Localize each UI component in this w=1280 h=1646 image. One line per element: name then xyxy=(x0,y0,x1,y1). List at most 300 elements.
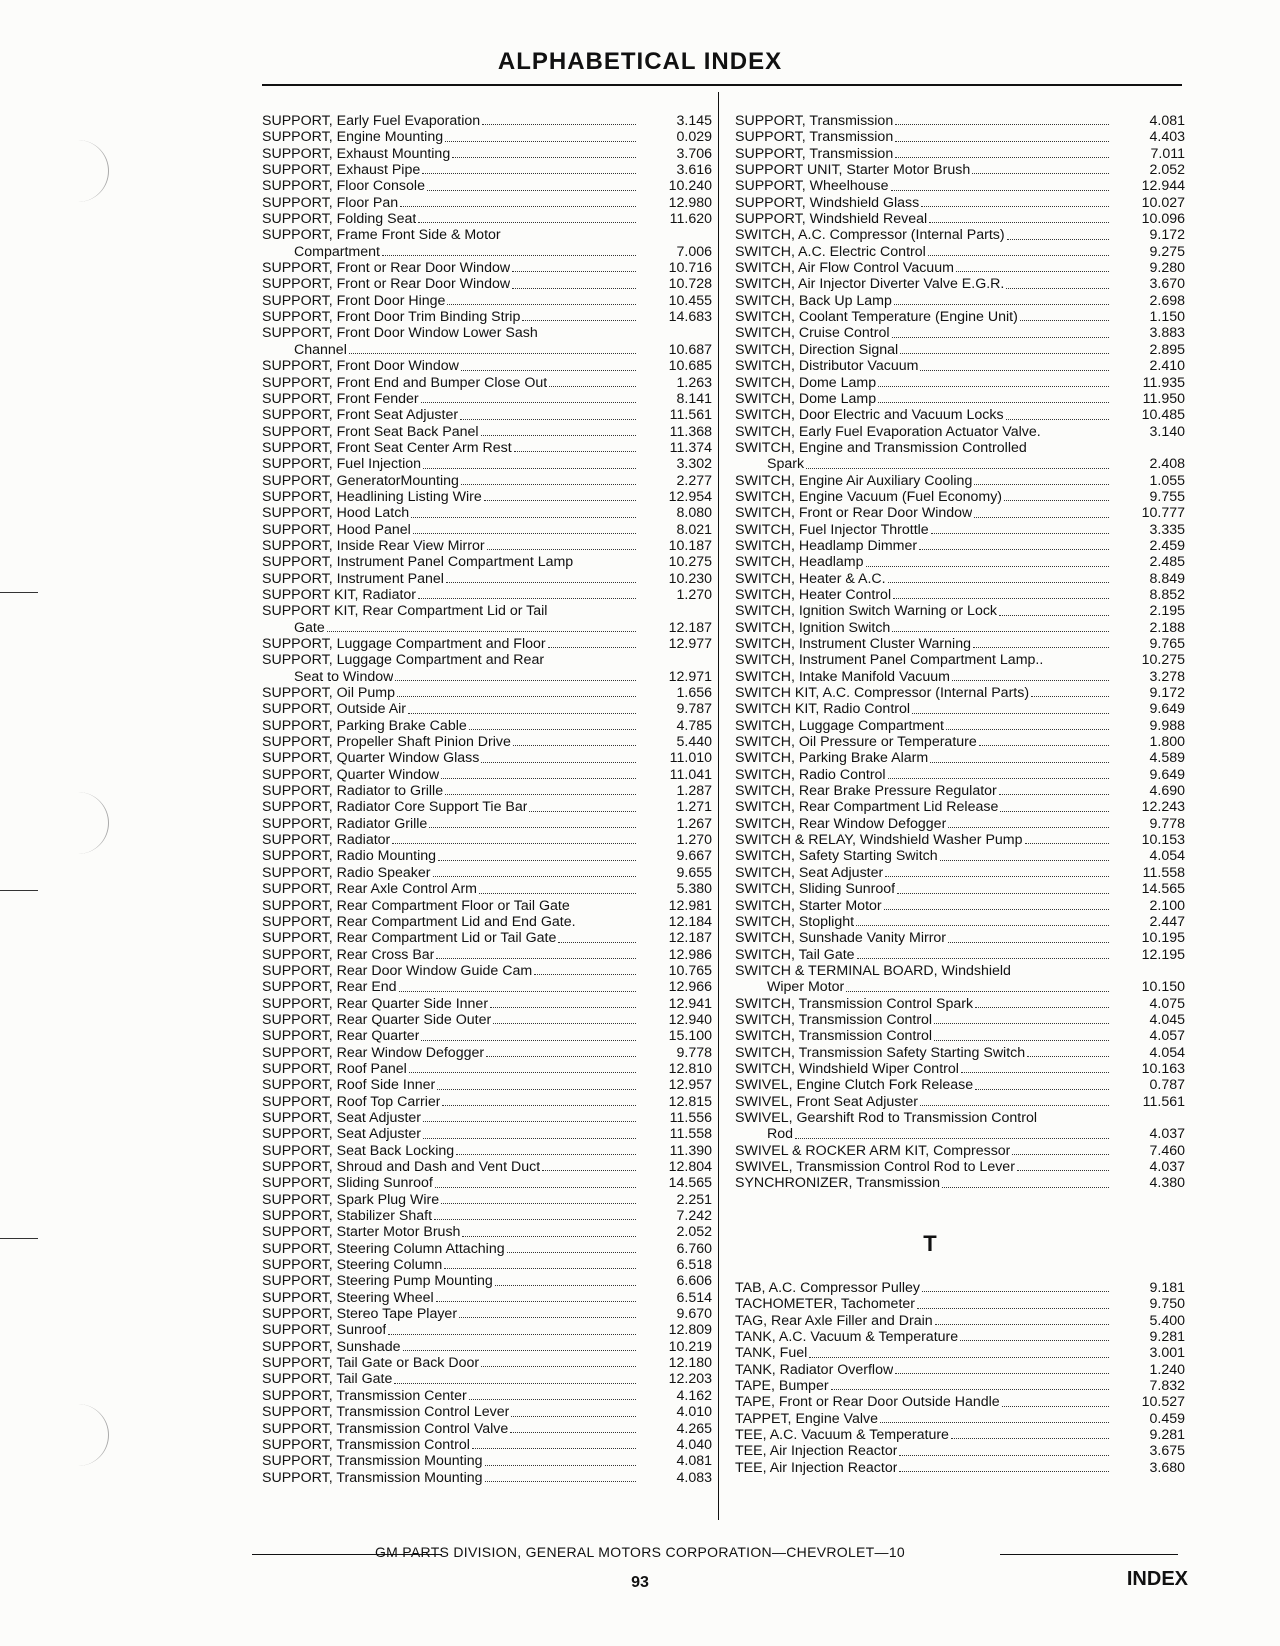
dot-leader xyxy=(948,827,1109,828)
dot-leader xyxy=(444,1268,636,1269)
index-entry xyxy=(735,211,1185,227)
dot-leader xyxy=(514,451,636,452)
index-entry xyxy=(262,1388,712,1404)
dot-leader xyxy=(1002,1406,1109,1407)
entry-code: 9.667 xyxy=(676,848,712,865)
entry-code: 2.485 xyxy=(1149,554,1185,571)
dot-leader xyxy=(434,1219,636,1220)
index-entry xyxy=(262,816,712,832)
dot-leader xyxy=(866,566,1109,567)
entry-name: SUPPORT, Stabilizer Shaft xyxy=(262,1208,433,1225)
dot-leader xyxy=(485,1481,636,1482)
index-entry xyxy=(262,1306,712,1322)
entry-name: SWITCH, Air Flow Control Vacuum xyxy=(735,260,954,277)
entry-name: SWIVEL, Transmission Control Rod to Lever xyxy=(735,1159,1015,1175)
entry-name: SUPPORT, Floor Pan xyxy=(262,194,399,211)
entry-code: 2.447 xyxy=(1149,913,1185,930)
dot-leader xyxy=(399,991,636,992)
index-entry xyxy=(262,881,712,897)
dot-leader xyxy=(960,1340,1109,1341)
index-entry xyxy=(735,489,1185,505)
entry-code: 10.485 xyxy=(1141,407,1185,424)
entry-name: SWITCH, Fuel Injector Throttle xyxy=(735,521,929,538)
index-entry xyxy=(262,260,712,276)
entry-code: 10.230 xyxy=(668,570,712,587)
dot-leader xyxy=(979,745,1109,746)
entry-code: 4.054 xyxy=(1149,1044,1185,1061)
dot-leader xyxy=(461,484,636,485)
index-entry xyxy=(262,1094,712,1110)
entry-name: SUPPORT, Quarter Window Glass xyxy=(262,750,480,767)
dot-leader xyxy=(485,1465,636,1466)
entry-name: SWITCH, Luggage Compartment xyxy=(735,717,944,734)
entry-code: 11.620 xyxy=(669,211,712,228)
dot-leader xyxy=(522,320,636,321)
entry-name: SUPPORT, Spark Plug Wire xyxy=(262,1191,440,1208)
entry-name: SUPPORT, Outside Air xyxy=(262,701,407,718)
dot-leader xyxy=(512,288,636,289)
index-entry xyxy=(262,1273,712,1289)
dot-leader xyxy=(423,1138,636,1139)
entry-name: SUPPORT UNIT, Starter Motor Brush xyxy=(735,162,971,179)
entry-name: TAG, Rear Axle Filler and Drain xyxy=(735,1312,933,1329)
entry-name: SUPPORT, Engine Mounting xyxy=(262,129,444,146)
index-entry xyxy=(735,178,1185,194)
entry-code: 5.380 xyxy=(676,881,712,898)
index-entry xyxy=(262,489,712,505)
entry-name: Gate xyxy=(294,619,325,636)
index-entry xyxy=(262,162,712,178)
index-entry xyxy=(735,1110,1185,1126)
entry-code: 3.302 xyxy=(676,456,712,473)
entry-code: 10.275 xyxy=(1141,652,1185,669)
entry-code: 11.368 xyxy=(669,423,712,440)
entry-name: Channel xyxy=(294,341,347,358)
entry-name: SWITCH, Front or Rear Door Window xyxy=(735,505,973,522)
dot-leader xyxy=(484,500,636,501)
entry-code: 10.027 xyxy=(1141,194,1185,211)
entry-name: SWITCH, Heater Control xyxy=(735,586,892,603)
entry-name: SUPPORT, Starter Motor Brush xyxy=(262,1224,461,1241)
entry-name: SUPPORT, Seat Adjuster xyxy=(262,1126,422,1143)
entry-code: 4.081 xyxy=(1149,113,1185,129)
entry-name: SUPPORT KIT, Rear Compartment Lid or Tail xyxy=(262,603,548,620)
entry-code: 2.410 xyxy=(1149,358,1185,375)
entry-code: 0.787 xyxy=(1149,1077,1185,1094)
dot-leader xyxy=(795,1138,1109,1139)
dot-leader xyxy=(403,1350,636,1351)
entry-name: TANK, A.C. Vacuum & Temperature xyxy=(735,1329,959,1346)
entry-code: 7.242 xyxy=(676,1208,712,1225)
entry-name: SUPPORT, Front Seat Center Arm Rest xyxy=(262,439,512,456)
entry-code: 4.083 xyxy=(676,1469,712,1486)
entry-code: 12.941 xyxy=(668,995,712,1012)
entry-code: 0.459 xyxy=(1149,1410,1185,1427)
dot-leader xyxy=(549,386,636,387)
index-entry xyxy=(735,1094,1185,1110)
dot-leader xyxy=(806,468,1109,469)
dot-leader xyxy=(846,991,1109,992)
entry-code: 4.403 xyxy=(1149,129,1185,146)
entry-name: SWITCH, Windshield Wiper Control xyxy=(735,1060,959,1077)
index-entry xyxy=(735,129,1185,145)
dot-leader xyxy=(878,386,1109,387)
index-entry xyxy=(735,1126,1185,1142)
index-entry xyxy=(262,440,712,456)
dot-leader xyxy=(487,549,636,550)
entry-code: 3.670 xyxy=(1149,276,1185,293)
dot-leader xyxy=(481,1366,636,1367)
entry-name: SWITCH, Stoplight xyxy=(735,913,855,930)
entry-code: 3.680 xyxy=(1149,1459,1185,1476)
entry-code: 10.195 xyxy=(1141,930,1185,947)
dot-leader xyxy=(973,647,1109,648)
dot-leader xyxy=(452,157,636,158)
entry-name: SWITCH, Coolant Temperature (Engine Unit) xyxy=(735,309,1018,326)
dot-leader xyxy=(436,958,636,959)
entry-name: Seat to Window xyxy=(294,668,394,685)
dot-leader xyxy=(511,1416,636,1417)
entry-code: 12.966 xyxy=(668,979,712,996)
entry-name: SUPPORT, GeneratorMounting xyxy=(262,472,459,489)
dot-leader xyxy=(878,402,1109,403)
entry-code: 9.181 xyxy=(1149,1280,1185,1297)
entry-name: SWITCH, A.C. Compressor (Internal Parts) xyxy=(735,227,1005,244)
entry-name: SUPPORT, Steering Column xyxy=(262,1257,443,1274)
entry-code: 10.527 xyxy=(1141,1394,1185,1411)
dot-leader xyxy=(486,1056,636,1057)
dot-leader xyxy=(952,680,1109,681)
index-entry xyxy=(735,260,1185,276)
index-entry xyxy=(262,1012,712,1028)
entry-name: SWITCH, Engine Vacuum (Fuel Economy) xyxy=(735,488,1003,505)
entry-code: 3.883 xyxy=(1149,325,1185,342)
index-entry xyxy=(262,342,712,358)
entry-name: SUPPORT, Front Seat Back Panel xyxy=(262,423,479,440)
entry-code: 2.251 xyxy=(676,1191,712,1208)
entry-code: 14.565 xyxy=(668,1175,712,1192)
entry-name: SWITCH, Rear Compartment Lid Release xyxy=(735,799,999,816)
index-entry xyxy=(735,1296,1185,1312)
index-entry xyxy=(735,440,1185,456)
index-entry xyxy=(735,391,1185,407)
entry-code: 9.280 xyxy=(1149,260,1185,277)
entry-code: 4.045 xyxy=(1149,1011,1185,1028)
entry-name: TEE, Air Injection Reactor xyxy=(735,1443,898,1460)
entry-code: 6.760 xyxy=(676,1240,712,1257)
index-entry xyxy=(262,848,712,864)
dot-leader xyxy=(1031,696,1109,697)
index-entry xyxy=(262,554,712,570)
entry-name: TAPE, Front or Rear Door Outside Handle xyxy=(735,1394,1000,1411)
dot-leader xyxy=(456,1154,636,1155)
dot-leader xyxy=(895,1373,1109,1374)
entry-code: 1.271 xyxy=(676,799,712,816)
entry-code: 2.195 xyxy=(1149,603,1185,620)
entry-code: 12.195 xyxy=(1141,946,1185,963)
entry-name: SUPPORT, Oil Pump xyxy=(262,685,395,702)
entry-code: 11.374 xyxy=(669,439,712,456)
dot-leader xyxy=(934,1040,1109,1041)
dot-leader xyxy=(394,1383,636,1384)
index-entry xyxy=(262,1175,712,1191)
entry-code: 11.041 xyxy=(669,766,712,783)
dot-leader xyxy=(395,680,636,681)
dot-leader xyxy=(1006,288,1109,289)
entry-code: 4.690 xyxy=(1149,783,1185,800)
entry-code: 4.037 xyxy=(1149,1159,1185,1175)
entry-code: 3.335 xyxy=(1149,521,1185,538)
dot-leader xyxy=(400,206,636,207)
index-entry xyxy=(262,1322,712,1338)
index-entry xyxy=(735,734,1185,750)
page-title: ALPHABETICAL INDEX xyxy=(497,48,783,75)
entry-name: SWIVEL & ROCKER ARM KIT, Compressor xyxy=(735,1142,1011,1159)
index-entry xyxy=(262,1208,712,1224)
entry-name: SUPPORT, Steering Pump Mounting xyxy=(262,1273,493,1290)
entry-name: SUPPORT, Luggage Compartment and Floor xyxy=(262,636,546,652)
index-entry xyxy=(262,391,712,407)
entry-name: SUPPORT, Seat Adjuster xyxy=(262,1109,422,1126)
entry-name: SUPPORT, Windshield Reveal xyxy=(735,211,928,228)
entry-name: SUPPORT, Transmission Center xyxy=(262,1387,467,1404)
entry-name: SUPPORT, Hood Panel xyxy=(262,521,411,538)
entry-name: SWIVEL, Gearshift Rod to Transmission Control xyxy=(735,1109,1037,1126)
dot-leader xyxy=(472,1448,636,1449)
entry-name: SWITCH, Transmission Safety Starting Switch xyxy=(735,1044,1026,1061)
entry-name: SUPPORT, Inside Rear View Mirror xyxy=(262,537,485,554)
index-entry xyxy=(735,865,1185,881)
entry-code: 9.275 xyxy=(1149,243,1185,260)
dot-leader xyxy=(891,190,1109,191)
index-entry xyxy=(735,701,1185,717)
entry-name: SUPPORT, Transmission xyxy=(735,129,894,146)
entry-code: 12.809 xyxy=(668,1322,712,1339)
dot-leader xyxy=(418,598,636,599)
entry-name: SWITCH, Dome Lamp xyxy=(735,390,877,407)
dot-leader xyxy=(831,1389,1109,1390)
dot-leader xyxy=(433,876,637,877)
index-entry xyxy=(735,914,1185,930)
entry-name: SUPPORT, Front Door Window xyxy=(262,358,459,375)
entry-code: 3.001 xyxy=(1149,1345,1185,1362)
entry-code: 12.804 xyxy=(668,1159,712,1175)
dot-leader xyxy=(999,794,1109,795)
entry-code: 4.265 xyxy=(676,1420,712,1437)
index-entry xyxy=(262,1421,712,1437)
entry-code: 10.187 xyxy=(668,537,712,554)
entry-name: SWITCH, Parking Brake Alarm xyxy=(735,750,929,767)
entry-name: SUPPORT KIT, Radiator xyxy=(262,586,417,603)
dot-leader xyxy=(921,206,1109,207)
entry-name: SUPPORT, Radio Mounting xyxy=(262,848,437,865)
entry-name: SWITCH, Tail Gate xyxy=(735,946,855,963)
binder-hole xyxy=(62,1404,109,1466)
entry-code: 10.275 xyxy=(668,554,712,571)
entry-code: 3.706 xyxy=(676,145,712,162)
entry-name: SUPPORT, Rear Quarter Side Outer xyxy=(262,1011,492,1028)
entry-name: TEE, A.C. Vacuum & Temperature xyxy=(735,1427,949,1444)
entry-code: 1.270 xyxy=(676,586,712,603)
entry-name: SWITCH, Instrument Cluster Warning xyxy=(735,636,971,652)
dot-leader xyxy=(548,647,636,648)
dot-leader xyxy=(951,1438,1109,1439)
entry-code: 4.081 xyxy=(676,1453,712,1470)
index-entry xyxy=(262,963,712,979)
entry-name: SWITCH, Transmission Control Spark xyxy=(735,995,974,1012)
entry-code: 4.075 xyxy=(1149,995,1185,1012)
entry-code: 6.514 xyxy=(676,1289,712,1306)
entry-code: 14.565 xyxy=(1141,881,1185,898)
index-entry xyxy=(262,325,712,341)
entry-name: SWITCH, Seat Adjuster xyxy=(735,864,884,881)
index-entry xyxy=(735,358,1185,374)
dot-leader xyxy=(934,1023,1109,1024)
entry-name: SWITCH, Instrument Panel Compartment Lamp.. xyxy=(735,652,1044,669)
entry-name: SUPPORT, Rear Quarter xyxy=(262,1028,420,1045)
index-entry xyxy=(262,293,712,309)
index-entry xyxy=(262,178,712,194)
entry-name: SUPPORT, Rear Compartment Lid or Tail Gate xyxy=(262,930,557,947)
entry-code: 10.685 xyxy=(668,358,712,375)
entry-name: SUPPORT, Roof Side Inner xyxy=(262,1077,436,1094)
index-entry xyxy=(262,129,712,145)
index-entry xyxy=(735,669,1185,685)
entry-code: 12.986 xyxy=(668,946,712,963)
entry-code: 10.687 xyxy=(668,341,712,358)
entry-code: 12.184 xyxy=(668,913,712,930)
index-column-left xyxy=(262,113,712,1486)
entry-code: 2.188 xyxy=(1149,619,1185,636)
entry-name: SUPPORT, Rear Door Window Guide Cam xyxy=(262,962,533,979)
index-entry xyxy=(262,146,712,162)
entry-code: 12.954 xyxy=(668,488,712,505)
dot-leader xyxy=(895,141,1109,142)
entry-name: SUPPORT, Propeller Shaft Pinion Drive xyxy=(262,734,511,751)
entry-code: 9.765 xyxy=(1149,636,1185,652)
dot-leader xyxy=(481,435,636,436)
footer-publisher: GM PARTS DIVISION, GENERAL MOTORS CORPORATION—CHEVROLET—10 xyxy=(374,1544,906,1560)
index-entry xyxy=(262,1470,712,1486)
entry-code: 0.029 xyxy=(676,129,712,146)
entry-name: SUPPORT, Stereo Tape Player xyxy=(262,1306,458,1323)
index-entry xyxy=(735,276,1185,292)
entry-code: 12.957 xyxy=(668,1077,712,1094)
entry-name: TANK, Radiator Overflow xyxy=(735,1361,894,1378)
index-entry xyxy=(735,1345,1185,1361)
index-entry xyxy=(735,1329,1185,1345)
dot-leader xyxy=(928,255,1109,256)
dot-leader xyxy=(856,925,1109,926)
entry-name: SWITCH, Radio Control xyxy=(735,766,886,783)
entry-code: 8.852 xyxy=(1149,586,1185,603)
entry-code: 5.400 xyxy=(1149,1312,1185,1329)
dot-leader xyxy=(462,1236,636,1237)
entry-code: 2.052 xyxy=(1149,162,1185,179)
index-entry xyxy=(735,1159,1185,1175)
entry-code: 3.145 xyxy=(676,113,712,129)
dot-leader xyxy=(895,124,1109,125)
index-entry xyxy=(735,832,1185,848)
entry-code: 9.281 xyxy=(1149,1427,1185,1444)
entry-code: 2.698 xyxy=(1149,292,1185,309)
index-entry xyxy=(735,113,1185,129)
entry-name: SWITCH KIT, Radio Control xyxy=(735,701,911,718)
dot-leader xyxy=(418,222,636,223)
entry-name: SWITCH & TERMINAL BOARD, Windshield xyxy=(735,962,1011,979)
binder-hole xyxy=(62,140,109,202)
index-entry xyxy=(262,1339,712,1355)
entry-name: SWITCH, Distributor Vacuum xyxy=(735,358,919,375)
dot-leader xyxy=(884,909,1109,910)
entry-name: SUPPORT, Windshield Glass xyxy=(735,194,920,211)
entry-name: Spark xyxy=(767,456,805,473)
entry-code: 8.849 xyxy=(1149,570,1185,587)
title-rule xyxy=(262,84,1182,86)
dot-leader xyxy=(1006,419,1109,420)
index-entry xyxy=(262,195,712,211)
page-number: 93 xyxy=(631,1574,649,1591)
index-entry xyxy=(735,1394,1185,1410)
dot-leader xyxy=(445,794,636,795)
entry-name: SWITCH, Starter Motor xyxy=(735,897,882,914)
index-entry xyxy=(735,342,1185,358)
entry-code: 2.459 xyxy=(1149,537,1185,554)
entry-code: 1.287 xyxy=(676,783,712,800)
index-entry xyxy=(262,750,712,766)
dot-leader xyxy=(897,893,1109,894)
dot-leader xyxy=(388,1334,636,1335)
entry-code: 10.150 xyxy=(1141,979,1185,996)
index-entry xyxy=(262,424,712,440)
entry-name: SWITCH, Rear Brake Pressure Regulator xyxy=(735,783,997,800)
entry-code: 6.606 xyxy=(676,1273,712,1290)
entry-name: SWITCH, Back Up Lamp xyxy=(735,292,892,309)
dot-leader xyxy=(948,942,1109,943)
index-entry xyxy=(735,505,1185,521)
dot-leader xyxy=(392,843,636,844)
entry-name: SUPPORT, Shroud and Dash and Vent Duct xyxy=(262,1159,541,1175)
entry-name: SUPPORT, Parking Brake Cable xyxy=(262,717,467,734)
dot-leader xyxy=(894,304,1109,305)
entry-name: SUPPORT, Exhaust Pipe xyxy=(262,162,421,179)
index-entry xyxy=(262,1077,712,1093)
dot-leader xyxy=(809,1357,1109,1358)
index-column-right xyxy=(735,113,1185,1476)
dot-leader xyxy=(327,631,636,632)
entry-code: 1.267 xyxy=(676,815,712,832)
index-entry xyxy=(735,1077,1185,1093)
dot-leader xyxy=(507,1252,636,1253)
dot-leader xyxy=(930,762,1109,763)
index-entry xyxy=(262,718,712,734)
dot-leader xyxy=(1020,320,1109,321)
index-entry xyxy=(262,1371,712,1387)
entry-code: 10.716 xyxy=(668,260,712,277)
dot-leader xyxy=(935,1324,1109,1325)
index-entry xyxy=(735,456,1185,472)
index-entry xyxy=(735,816,1185,832)
index-entry xyxy=(262,1045,712,1061)
dot-leader xyxy=(423,1121,636,1122)
entry-code: 4.785 xyxy=(676,717,712,734)
index-entry xyxy=(735,636,1185,652)
dot-leader xyxy=(558,942,636,943)
index-entry xyxy=(735,1378,1185,1394)
entry-code: 8.141 xyxy=(676,390,712,407)
entry-name: SWITCH, Transmission Control xyxy=(735,1028,933,1045)
dot-leader xyxy=(920,370,1109,371)
